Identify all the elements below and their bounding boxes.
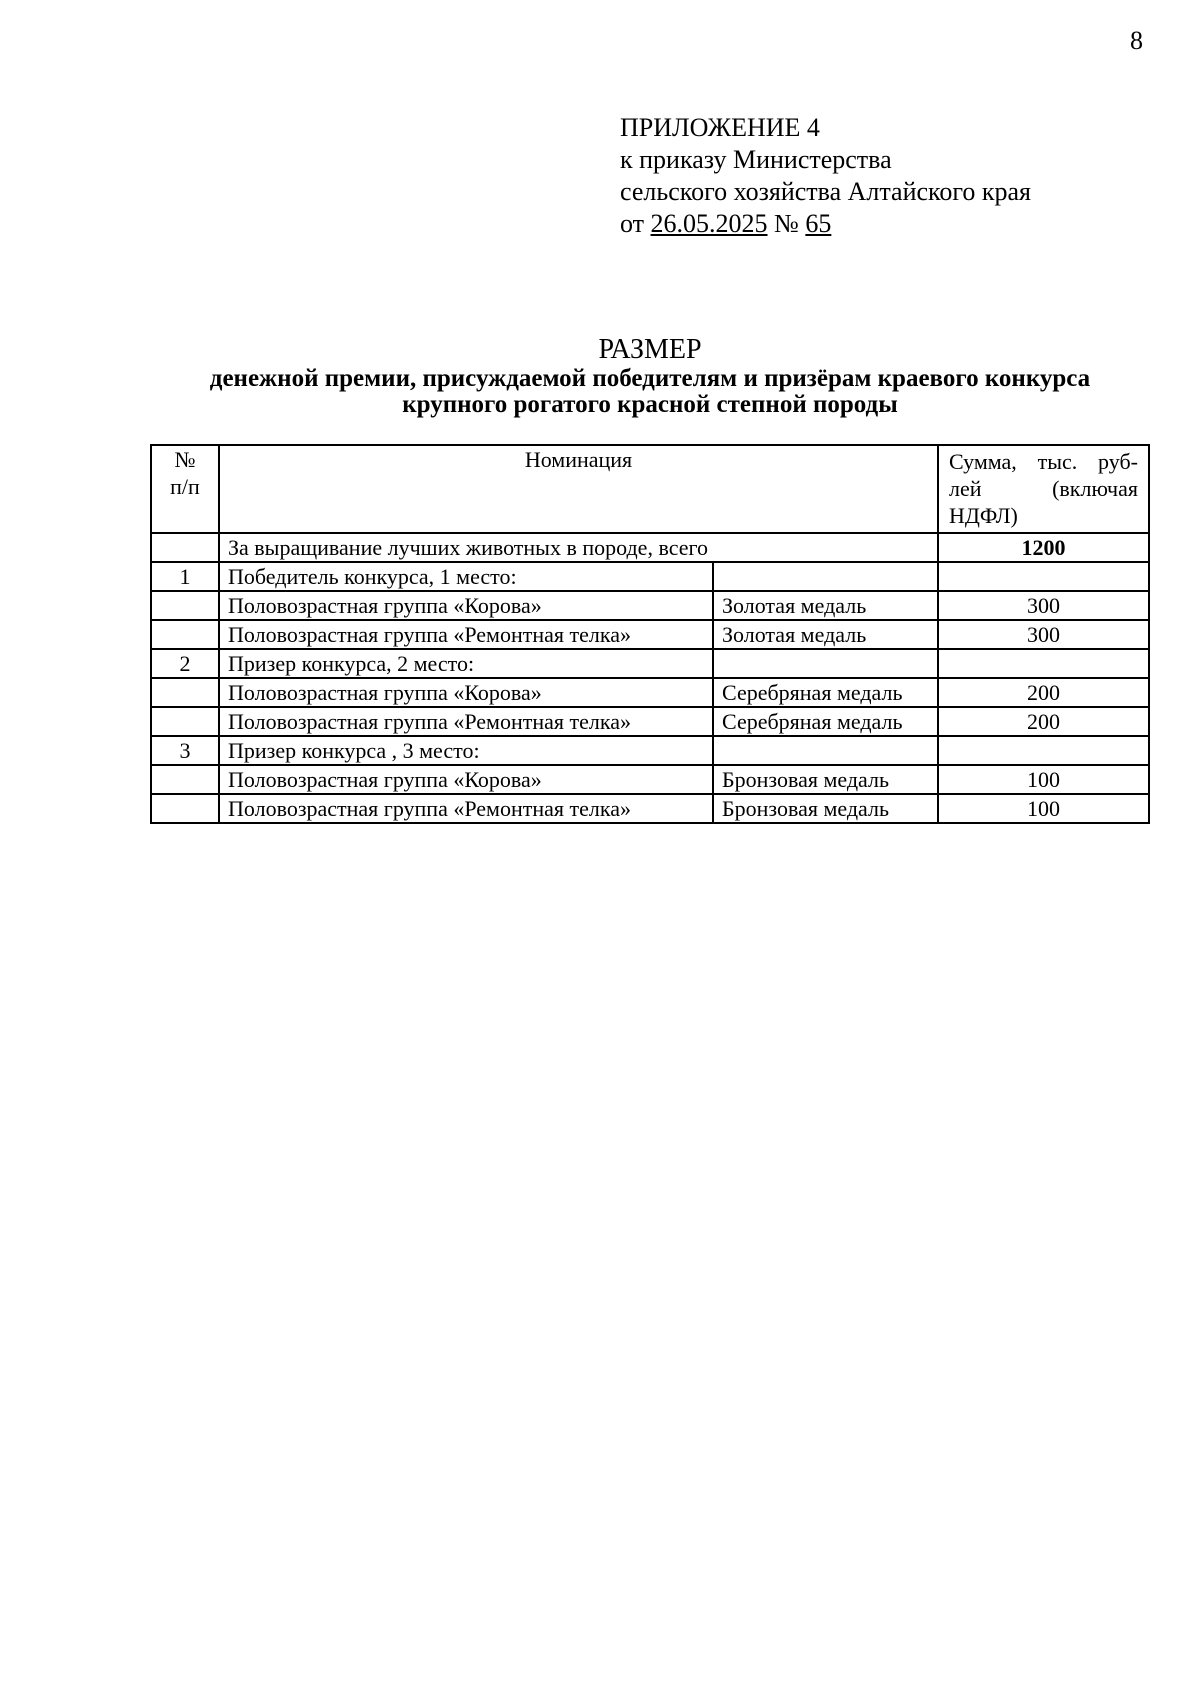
row-medal <box>713 649 938 678</box>
page-number: 8 <box>1130 26 1143 55</box>
prize-table <box>150 444 1150 824</box>
row-sum <box>938 562 1149 591</box>
table-row <box>151 765 1149 794</box>
table-row <box>151 736 1149 765</box>
row-sum: 200 <box>938 707 1149 736</box>
table-row <box>151 562 1149 591</box>
row-num <box>151 794 219 823</box>
row-num <box>151 591 219 620</box>
row-num: 3 <box>151 736 219 765</box>
row-sum: 300 <box>938 591 1149 620</box>
row-nomination: Половозрастная группа «Корова» <box>219 765 713 794</box>
appendix-block <box>620 112 1031 240</box>
row-nomination: Победитель конкурса, 1 место: <box>219 562 713 591</box>
total-sum: 1200 <box>938 533 1149 562</box>
row-medal <box>713 562 938 591</box>
row-sum: 100 <box>938 794 1149 823</box>
row-medal: Золотая медаль <box>713 591 938 620</box>
header-num-sign: № <box>174 447 196 472</box>
row-medal: Бронзовая медаль <box>713 794 938 823</box>
header-num <box>151 445 219 533</box>
header-nomination: Номинация <box>219 445 938 533</box>
row-num: 1 <box>151 562 219 591</box>
table-row <box>151 707 1149 736</box>
total-label: За выращивание лучших животных в породе, всего <box>219 533 938 562</box>
row-medal: Серебряная медаль <box>713 707 938 736</box>
row-sum <box>938 736 1149 765</box>
appendix-ministry-line: сельского хозяйства Алтайского края <box>620 177 1032 206</box>
table-row <box>151 794 1149 823</box>
row-nomination: Призер конкурса , 3 место: <box>219 736 713 765</box>
row-nomination: Половозрастная группа «Ремонтная телка» <box>219 707 713 736</box>
order-date: 26.05.2025 <box>650 209 768 238</box>
table-row <box>151 649 1149 678</box>
title-main: РАЗМЕР <box>598 334 702 365</box>
document-title <box>150 334 1150 418</box>
row-num <box>151 707 219 736</box>
total-num <box>151 533 219 562</box>
title-sub-line1: денежной премии, присуждаемой победителям и призёрам краевого конкурса <box>209 365 1091 392</box>
row-sum: 200 <box>938 678 1149 707</box>
table-header-row <box>151 445 1149 533</box>
order-number: 65 <box>805 209 832 238</box>
row-nomination: Половозрастная группа «Корова» <box>219 678 713 707</box>
header-num-label: п/п <box>170 474 200 499</box>
row-nomination: Половозрастная группа «Ремонтная телка» <box>219 794 713 823</box>
row-num <box>151 765 219 794</box>
row-medal: Бронзовая медаль <box>713 765 938 794</box>
appendix-title: ПРИЛОЖЕНИЕ 4 <box>620 113 820 142</box>
row-medal: Золотая медаль <box>713 620 938 649</box>
appendix-order-line: к приказу Министерства <box>620 145 892 174</box>
table-row <box>151 620 1149 649</box>
row-sum <box>938 649 1149 678</box>
row-sum: 300 <box>938 620 1149 649</box>
row-nomination: Половозрастная группа «Корова» <box>219 591 713 620</box>
title-sub-line2: крупного рогатого красной степной породы <box>402 391 898 418</box>
row-nomination: Половозрастная группа «Ремонтная телка» <box>219 620 713 649</box>
number-sign: № <box>774 209 799 238</box>
table-row <box>151 678 1149 707</box>
row-num <box>151 620 219 649</box>
row-num: 2 <box>151 649 219 678</box>
header-sum: Сумма, тыс. руб-лей (включая НДФЛ) <box>938 445 1149 533</box>
row-medal: Серебряная медаль <box>713 678 938 707</box>
row-nomination: Призер конкурса, 2 место: <box>219 649 713 678</box>
row-num <box>151 678 219 707</box>
date-prefix: от <box>620 209 645 238</box>
row-medal <box>713 736 938 765</box>
appendix-date-line <box>620 208 1031 240</box>
total-row <box>151 533 1149 562</box>
table-row <box>151 591 1149 620</box>
row-sum: 100 <box>938 765 1149 794</box>
